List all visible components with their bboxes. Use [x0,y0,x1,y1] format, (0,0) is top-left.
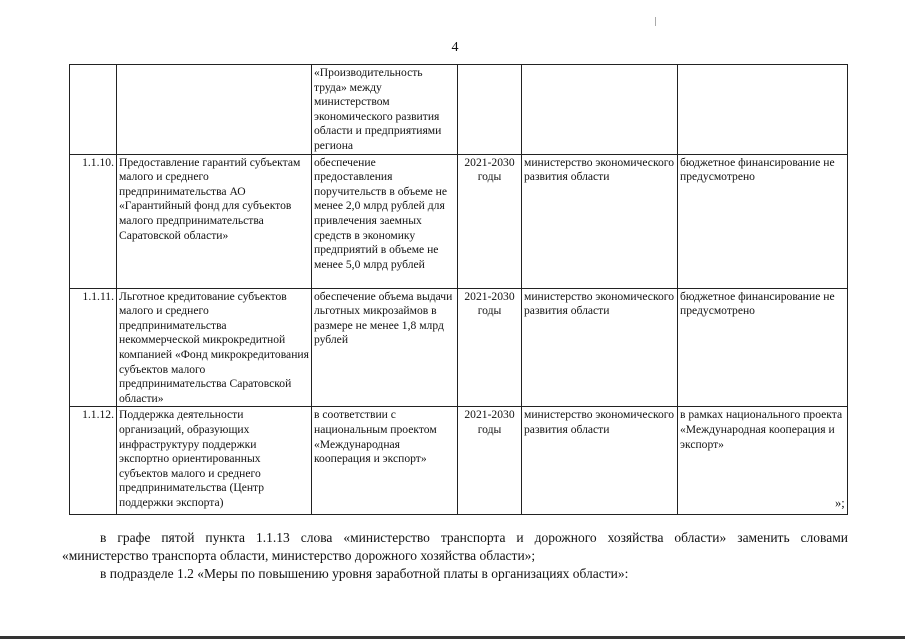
cell-years [458,65,522,155]
table-row [70,407,848,515]
paragraph-amendment-1: в графе пятой пункта 1.1.13 слова «министерство транспорта и дорожного хозяйства области» заменить словами [100,530,848,545]
cell-measure: Льготное кредитование субъектов малого и среднего предпринимательства некоммерческой микрокредитной компанией «Фонд микрокредитования субъектов малого предпринимательства Саратовской области» [117,288,312,407]
cell-executor: министерство экономического развития области [522,288,678,407]
cell-num: 1.1.10. [70,154,117,288]
cell-num: 1.1.11. [70,288,117,407]
cell-funding [678,65,848,155]
cell-funding: бюджетное финансирование не предусмотрено [678,288,848,407]
cell-num: 1.1.12. [70,407,117,515]
measures-table [69,64,848,515]
page-bottom-edge [0,636,905,639]
cell-num [70,65,117,155]
page-number: 4 [451,40,459,55]
cell-indicator: обеспечение предоставления поручительств в объеме не менее 2,0 млрд рублей для привлечения заемных средств в экономику предприятий в объеме не менее 5,0 млрд рублей [312,154,458,288]
paragraph-amendment-2: в подразделе 1.2 «Меры по повышению уровня заработной платы в организациях области»: [100,566,629,581]
cell-funding: бюджетное финансирование не предусмотрено [678,154,848,288]
scan-mark [655,17,656,26]
cell-funding: в рамках национального проекта «Международная кооперация и экспорт» [678,407,848,515]
cell-measure: Предоставление гарантий субъектам малого и среднего предпринимательства АО «Гарантийный фонд для субъектов малого предпринимательства Саратовской области» [117,154,312,288]
table-row [70,154,848,288]
cell-years: 2021-2030 годы [458,288,522,407]
table-row [70,65,848,155]
table-row [70,288,848,407]
cell-years: 2021-2030 годы [458,154,522,288]
closing-quote-mark: »; [835,496,845,510]
cell-measure [117,65,312,155]
cell-years: 2021-2030 годы [458,407,522,515]
cell-executor: министерство экономического развития области [522,154,678,288]
cell-measure: Поддержка деятельности организаций, образующих инфраструктуру поддержки экспортно ориентированных субъектов малого и среднего предпринимательства (Центр поддержки экспорта) [117,407,312,515]
cell-executor: министерство экономического развития области [522,407,678,515]
cell-indicator: в соответствии с национальным проектом «Международная кооперация и экспорт» [312,407,458,515]
cell-executor [522,65,678,155]
cell-indicator: обеспечение объема выдачи льготных микрозаймов в размере не менее 1,8 млрд рублей [312,288,458,407]
cell-indicator: «Производительность труда» между министерством экономического развития области и предприятиями региона [312,65,458,155]
paragraph-amendment-1-continued: «министерство транспорта области, министерство дорожного хозяйства области»; [62,548,536,563]
